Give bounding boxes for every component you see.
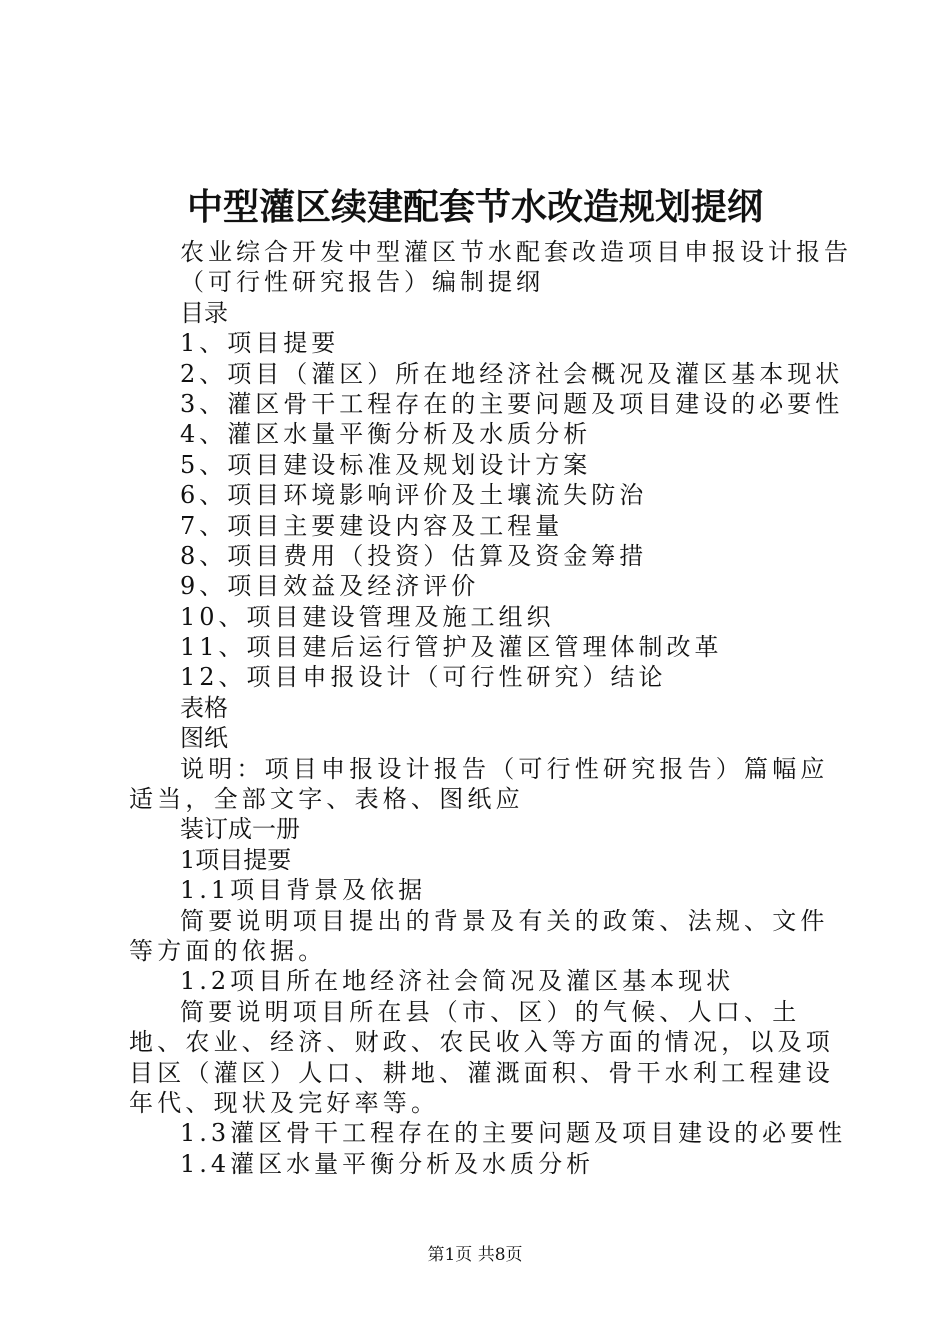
toc-item: 1、项目提要 [180, 329, 340, 358]
note-paragraph: 说明：项目申报设计报告（可行性研究报告）篇幅应适当，全部文字、表格、图纸应 [129, 754, 829, 814]
page-footer: 第1页 共8页 [427, 1245, 523, 1265]
section-heading-1: 1项目提要 [180, 845, 292, 874]
section-heading-1-3: 1.3灌区骨干工程存在的主要问题及项目建设的必要性 [180, 1119, 847, 1148]
document-title: 中型灌区续建配套节水改造规划提纲 [186, 186, 763, 228]
subtitle-line-1: 农业综合开发中型灌区节水配套改造项目申报设计报告 [180, 238, 852, 266]
section-heading-1-4: 1.4灌区水量平衡分析及水质分析 [180, 1149, 595, 1178]
toc-item: 8、项目费用（投资）估算及资金筹措 [180, 541, 648, 570]
toc-item: 5、项目建设标准及规划设计方案 [180, 450, 592, 479]
toc-item: 12、项目申报设计（可行性研究）结论 [180, 663, 667, 692]
document-body [129, 237, 852, 1179]
paragraph-1-2: 简要说明项目所在县（市、区）的气候、人口、土地、农业、经济、财政、农民收入等方面的情况，以及项目区（灌区）人口、耕地、灌溉面积、骨干水利工程建设年代、现状及完好率等。 [129, 997, 834, 1118]
toc-item: 11、项目建后运行管护及灌区管理体制改革 [180, 633, 723, 662]
toc-item: 6、项目环境影响评价及土壤流失防治 [180, 481, 648, 510]
toc-item: 9、项目效益及经济评价 [180, 572, 480, 601]
tables-label: 表格 [180, 693, 228, 722]
section-heading-1-2: 1.2项目所在地经济社会简况及灌区基本现状 [180, 967, 735, 996]
toc-item: 2、项目（灌区）所在地经济社会概况及灌区基本现状 [180, 359, 844, 388]
toc-item: 3、灌区骨干工程存在的主要问题及项目建设的必要性 [180, 389, 844, 418]
toc-item: 4、灌区水量平衡分析及水质分析 [180, 420, 592, 449]
section-heading-1-1: 1.1项目背景及依据 [180, 876, 427, 905]
binding-line: 装订成一册 [180, 815, 300, 844]
paragraph-1-1: 简要说明项目提出的背景及有关的政策、法规、文件等方面的依据。 [129, 906, 829, 966]
toc-item: 10、项目建设管理及施工组织 [180, 602, 555, 631]
drawings-label: 图纸 [180, 724, 228, 753]
subtitle-line-2: （可行性研究报告）编制提纲 [180, 268, 544, 297]
toc-heading: 目录 [180, 298, 228, 327]
toc-item: 7、项目主要建设内容及工程量 [180, 511, 564, 540]
